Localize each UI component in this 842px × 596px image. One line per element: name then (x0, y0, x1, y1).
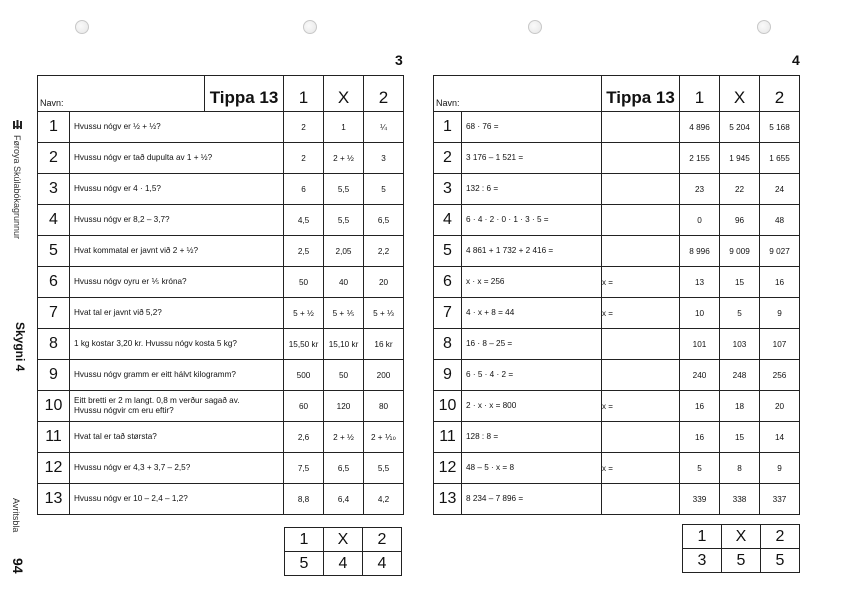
unknown-label: x = (602, 391, 680, 422)
answer-x[interactable]: 1 945 (720, 143, 760, 174)
col-header-x: X (324, 76, 364, 112)
answer-1[interactable]: 2 155 (680, 143, 720, 174)
table-row (434, 267, 800, 298)
binder-hole (528, 20, 542, 34)
unknown-label (602, 205, 680, 236)
unknown-label: x = (602, 267, 680, 298)
question-text: 3 176 – 1 521 = (462, 143, 602, 174)
table-row (434, 298, 800, 329)
answer-x[interactable]: 1 (324, 112, 364, 143)
binder-hole (75, 20, 89, 34)
sheet-number: 94 (10, 558, 26, 574)
name-field[interactable]: Navn: (434, 76, 602, 112)
tally-header-1: 1 (683, 525, 722, 549)
answer-2[interactable]: 1 655 (760, 143, 800, 174)
binder-hole (757, 20, 771, 34)
question-number: 11 (434, 422, 462, 453)
answer-x[interactable]: 6,5 (324, 453, 364, 484)
publisher-name: Føroya Skúlabókagrunnur (12, 135, 22, 240)
table-row (434, 174, 800, 205)
answer-1[interactable]: 16 (680, 391, 720, 422)
sheet-title: Tippa 13 (602, 76, 680, 112)
question-text: x · x = 256 (462, 267, 602, 298)
question-number: 3 (38, 174, 70, 205)
answer-x[interactable]: 22 (720, 174, 760, 205)
question-number: 10 (38, 391, 70, 422)
answer-1[interactable]: 8,8 (284, 484, 324, 515)
question-text: 68 · 76 = (462, 112, 602, 143)
unknown-label (602, 143, 680, 174)
answer-x[interactable]: 50 (324, 360, 364, 391)
question-text: Hvussu nógv er tað dupulta av 1 + ½? (70, 143, 284, 174)
answer-x[interactable]: 103 (720, 329, 760, 360)
col-header-1: 1 (284, 76, 324, 112)
answer-1[interactable]: 13 (680, 267, 720, 298)
question-text: Hvussu nógv oyru er ⅕ króna? (70, 267, 284, 298)
question-text: Hvussu nógv er 4 · 1,5? (70, 174, 284, 205)
table-header (434, 76, 800, 112)
answer-x[interactable]: 5 204 (720, 112, 760, 143)
answer-1[interactable]: 4 896 (680, 112, 720, 143)
answer-2[interactable]: 256 (760, 360, 800, 391)
quiz-table-right (433, 75, 800, 515)
table-row (38, 422, 404, 453)
table-row (38, 298, 404, 329)
answer-1[interactable]: 7,5 (284, 453, 324, 484)
table-row (434, 422, 800, 453)
answer-2[interactable]: 5 + ⅓ (364, 298, 404, 329)
table-row (38, 391, 404, 422)
answer-x[interactable]: 9 009 (720, 236, 760, 267)
answer-1[interactable]: 23 (680, 174, 720, 205)
answer-2[interactable]: 5 (364, 174, 404, 205)
question-number: 4 (38, 205, 70, 236)
question-number: 8 (38, 329, 70, 360)
quiz-table-left (37, 75, 404, 515)
unknown-label (602, 112, 680, 143)
binder-hole (303, 20, 317, 34)
unknown-label: x = (602, 298, 680, 329)
question-text: 132 : 6 = (462, 174, 602, 205)
answer-1[interactable]: 50 (284, 267, 324, 298)
question-number: 5 (38, 236, 70, 267)
question-number: 10 (434, 391, 462, 422)
question-text: 16 · 8 – 25 = (462, 329, 602, 360)
book-title: Skygni 4 (13, 322, 27, 372)
answer-2[interactable]: 16 (760, 267, 800, 298)
page-number-left: 3 (395, 52, 403, 68)
question-text: 6 · 5 · 4 · 2 = (462, 360, 602, 391)
answer-1[interactable]: 0 (680, 205, 720, 236)
table-row (434, 205, 800, 236)
table-header (38, 76, 404, 112)
answer-x[interactable]: 40 (324, 267, 364, 298)
table-row (38, 360, 404, 391)
unknown-label (602, 422, 680, 453)
tally-count-1: 3 (683, 549, 722, 573)
col-header-2: 2 (364, 76, 404, 112)
answer-2[interactable]: 20 (364, 267, 404, 298)
answer-1[interactable]: 240 (680, 360, 720, 391)
question-number: 4 (434, 205, 462, 236)
table-row (434, 360, 800, 391)
answer-1[interactable]: 15,50 kr (284, 329, 324, 360)
answer-x[interactable]: 2 + ½ (324, 143, 364, 174)
answer-1[interactable]: 5 (680, 453, 720, 484)
question-text: 2 · x · x = 800 (462, 391, 602, 422)
question-number: 9 (434, 360, 462, 391)
question-text: 8 234 – 7 896 = (462, 484, 602, 515)
answer-2[interactable]: 16 kr (364, 329, 404, 360)
answer-x[interactable]: 5,5 (324, 174, 364, 205)
answer-2[interactable]: 9 (760, 453, 800, 484)
answer-x[interactable]: 338 (720, 484, 760, 515)
unknown-label (602, 329, 680, 360)
question-number: 2 (38, 143, 70, 174)
tally-count-x: 5 (722, 549, 761, 573)
table-row (38, 143, 404, 174)
table-row (434, 453, 800, 484)
answer-x[interactable]: 248 (720, 360, 760, 391)
unknown-label (602, 174, 680, 205)
question-number: 9 (38, 360, 70, 391)
question-number: 1 (434, 112, 462, 143)
unknown-label (602, 484, 680, 515)
question-number: 6 (38, 267, 70, 298)
answer-2[interactable]: 80 (364, 391, 404, 422)
answer-1[interactable]: 5 + ½ (284, 298, 324, 329)
question-text: 48 – 5 · x = 8 (462, 453, 602, 484)
question-number: 12 (434, 453, 462, 484)
question-text-line-2: Hvussu nógvir cm eru eftir? (74, 406, 174, 415)
tally-count-1: 5 (285, 552, 324, 576)
question-text: Hvat kommatal er javnt við 2 + ½? (70, 236, 284, 267)
table-row (38, 205, 404, 236)
sheet-title: Tippa 13 (205, 76, 284, 112)
table-row (434, 236, 800, 267)
answer-1[interactable]: 339 (680, 484, 720, 515)
question-number: 2 (434, 143, 462, 174)
answer-1[interactable]: 2,5 (284, 236, 324, 267)
question-number: 12 (38, 453, 70, 484)
question-number: 3 (434, 174, 462, 205)
table-row (434, 112, 800, 143)
table-row (38, 329, 404, 360)
publisher-logo-icon (13, 120, 22, 129)
question-text: Hvussu nógv er ½ + ½? (70, 112, 284, 143)
answer-2[interactable]: 200 (364, 360, 404, 391)
answer-2[interactable]: 24 (760, 174, 800, 205)
answer-2[interactable]: 48 (760, 205, 800, 236)
table-row (38, 174, 404, 205)
tally-header-x: X (324, 528, 363, 552)
col-header-x: X (720, 76, 760, 112)
table-row (434, 143, 800, 174)
answer-1[interactable]: 2 (284, 143, 324, 174)
question-text: Hvat tal er javnt við 5,2? (70, 298, 284, 329)
answer-x[interactable]: 2,05 (324, 236, 364, 267)
tally-count-2: 4 (363, 552, 402, 576)
answer-2[interactable]: 9 027 (760, 236, 800, 267)
answer-2[interactable]: 337 (760, 484, 800, 515)
question-text: 6 · 4 · 2 · 0 · 1 · 3 · 5 = (462, 205, 602, 236)
answer-2[interactable]: 9 (760, 298, 800, 329)
answer-2[interactable]: 4,2 (364, 484, 404, 515)
answer-2[interactable]: ¼ (364, 112, 404, 143)
answer-1[interactable]: 60 (284, 391, 324, 422)
unknown-label: x = (602, 453, 680, 484)
tally-count-x: 4 (324, 552, 363, 576)
table-row (38, 267, 404, 298)
tally-header-2: 2 (761, 525, 800, 549)
answer-1[interactable]: 500 (284, 360, 324, 391)
tally-header-x: X (722, 525, 761, 549)
table-row (38, 453, 404, 484)
answer-x[interactable]: 5 (720, 298, 760, 329)
answer-2[interactable]: 5 168 (760, 112, 800, 143)
tally-count-2: 5 (761, 549, 800, 573)
answer-x[interactable]: 2 + ½ (324, 422, 364, 453)
answer-1[interactable]: 101 (680, 329, 720, 360)
question-text: 4 861 + 1 732 + 2 416 = (462, 236, 602, 267)
question-number: 7 (434, 298, 462, 329)
answer-x[interactable]: 18 (720, 391, 760, 422)
answer-x[interactable]: 5,5 (324, 205, 364, 236)
answer-x[interactable]: 8 (720, 453, 760, 484)
answer-x[interactable]: 96 (720, 205, 760, 236)
page-number-right: 4 (792, 52, 800, 68)
answer-2[interactable]: 3 (364, 143, 404, 174)
question-number: 8 (434, 329, 462, 360)
question-number: 13 (38, 484, 70, 515)
answer-1[interactable]: 6 (284, 174, 324, 205)
table-row (38, 112, 404, 143)
question-text: Hvussu nógv er 8,2 – 3,7? (70, 205, 284, 236)
unknown-label (602, 236, 680, 267)
question-text: 4 · x + 8 = 44 (462, 298, 602, 329)
unknown-label (602, 360, 680, 391)
tally-header-1: 1 (285, 528, 324, 552)
answer-x[interactable]: 15 (720, 422, 760, 453)
question-text-line-1: Eitt bretti er 2 m langt. 0,8 m verður sagað av. (74, 396, 240, 405)
tally-header-2: 2 (363, 528, 402, 552)
tally-table-right (682, 524, 800, 573)
question-number: 13 (434, 484, 462, 515)
table-row (434, 484, 800, 515)
answer-1[interactable]: 16 (680, 422, 720, 453)
answer-2[interactable]: 107 (760, 329, 800, 360)
question-number: 7 (38, 298, 70, 329)
table-row (38, 236, 404, 267)
answer-2[interactable]: 2 + ⅒ (364, 422, 404, 453)
question-text: Hvussu nógv er 4,3 + 3,7 – 2,5? (70, 453, 284, 484)
answer-1[interactable]: 2 (284, 112, 324, 143)
answer-1[interactable]: 4,5 (284, 205, 324, 236)
question-text: 128 : 8 = (462, 422, 602, 453)
answer-2[interactable]: 2,2 (364, 236, 404, 267)
question-text (70, 391, 284, 422)
question-text: 1 kg kostar 3,20 kr. Hvussu nógv kosta 5 kg? (70, 329, 284, 360)
answer-x[interactable]: 120 (324, 391, 364, 422)
table-row (38, 484, 404, 515)
question-text: Hvat tal er tað størsta? (70, 422, 284, 453)
answer-x[interactable]: 15,10 kr (324, 329, 364, 360)
question-number: 1 (38, 112, 70, 143)
tally-table-left (284, 527, 402, 576)
question-number: 6 (434, 267, 462, 298)
answer-1[interactable]: 2,6 (284, 422, 324, 453)
col-header-2: 2 (760, 76, 800, 112)
col-header-1: 1 (680, 76, 720, 112)
answer-2[interactable]: 20 (760, 391, 800, 422)
question-number: 5 (434, 236, 462, 267)
question-text: Hvussu nógv er 10 – 2,4 – 1,2? (70, 484, 284, 515)
answer-2[interactable]: 5,5 (364, 453, 404, 484)
name-field[interactable]: Navn: (38, 76, 205, 112)
question-text: Hvussu nógv gramm er eitt hálvt kilogramm? (70, 360, 284, 391)
table-row (434, 391, 800, 422)
answer-x[interactable]: 15 (720, 267, 760, 298)
answer-1[interactable]: 10 (680, 298, 720, 329)
table-row (434, 329, 800, 360)
answer-x[interactable]: 6,4 (324, 484, 364, 515)
answer-x[interactable]: 5 + ⅕ (324, 298, 364, 329)
question-number: 11 (38, 422, 70, 453)
answer-2[interactable]: 6,5 (364, 205, 404, 236)
answer-1[interactable]: 8 996 (680, 236, 720, 267)
answer-2[interactable]: 14 (760, 422, 800, 453)
sheet-label: Avritsbla (11, 498, 21, 533)
